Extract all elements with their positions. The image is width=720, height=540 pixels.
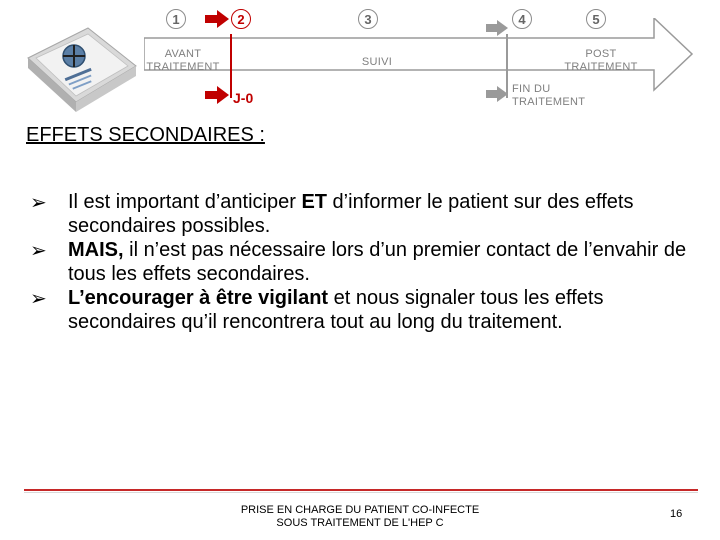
footer-divider-shadow (24, 492, 698, 493)
j0-marker-line (230, 34, 232, 98)
bullet-item (30, 190, 700, 238)
footer-divider (24, 489, 698, 491)
page-number: 16 (670, 508, 683, 520)
footer-title (200, 504, 520, 530)
bullet-list (30, 190, 700, 334)
footer-line-2: SOUS TRAITEMENT DE L'HEP C (276, 517, 444, 529)
bullet-text: il n’est pas nécessaire lors d’un premier contact de l’envahir de tous les effets secondaires. (68, 239, 687, 285)
bullet-text: d’informer le patient sur des effets secondaires possibles. (68, 191, 634, 237)
bullet-item (30, 286, 700, 334)
bullet-emphasis: L’encourager à être vigilant (68, 287, 329, 309)
gray-arrow-icon (486, 20, 508, 36)
footer-line-1: PRISE EN CHARGE DU PATIENT CO-INFECTE (240, 504, 480, 516)
phase-fin-line2: TRAITEMENT (512, 96, 586, 108)
step-1-badge: 1 (166, 9, 186, 29)
step-3-badge: 3 (358, 9, 378, 29)
j0-label: J-0 (233, 90, 254, 106)
step-5-badge: 5 (586, 9, 606, 29)
bullet-emphasis: MAIS, (68, 239, 124, 261)
phase-fin-line1: FIN DU (512, 83, 551, 95)
j0-arrow-icon (205, 86, 229, 104)
bullet-item (30, 238, 700, 286)
arrow-bullet-icon: ➢ (30, 190, 47, 214)
step-4-badge: 4 (512, 9, 532, 29)
arrow-bullet-icon: ➢ (30, 238, 47, 262)
logo-badge-icon (18, 18, 140, 118)
fin-arrow-icon (486, 86, 508, 102)
arrow-bullet-icon: ➢ (30, 286, 47, 310)
phase-suivi: SUIVI (361, 56, 393, 68)
phase-post-traitement (562, 48, 640, 74)
red-arrow-icon (205, 10, 229, 28)
bullet-emphasis: ET (301, 191, 327, 213)
phase-avant-line1: AVANT (164, 48, 202, 60)
phase-avant-line2: TRAITEMENT (146, 61, 220, 73)
bullet-text: Il est important d’anticiper (68, 191, 302, 213)
phase-fin-du-traitement (512, 83, 592, 109)
phase-post-line1: POST (585, 48, 617, 60)
phase-post-line2: TRAITEMENT (564, 61, 638, 73)
section-title: EFFETS SECONDAIRES : (26, 124, 265, 146)
bullet-text: et nous signaler tous les effets secondaires qu’il rencontrera tout au long du traitement. (68, 287, 604, 333)
phase-avant-traitement (146, 48, 220, 74)
step-2-badge: 2 (231, 9, 251, 29)
